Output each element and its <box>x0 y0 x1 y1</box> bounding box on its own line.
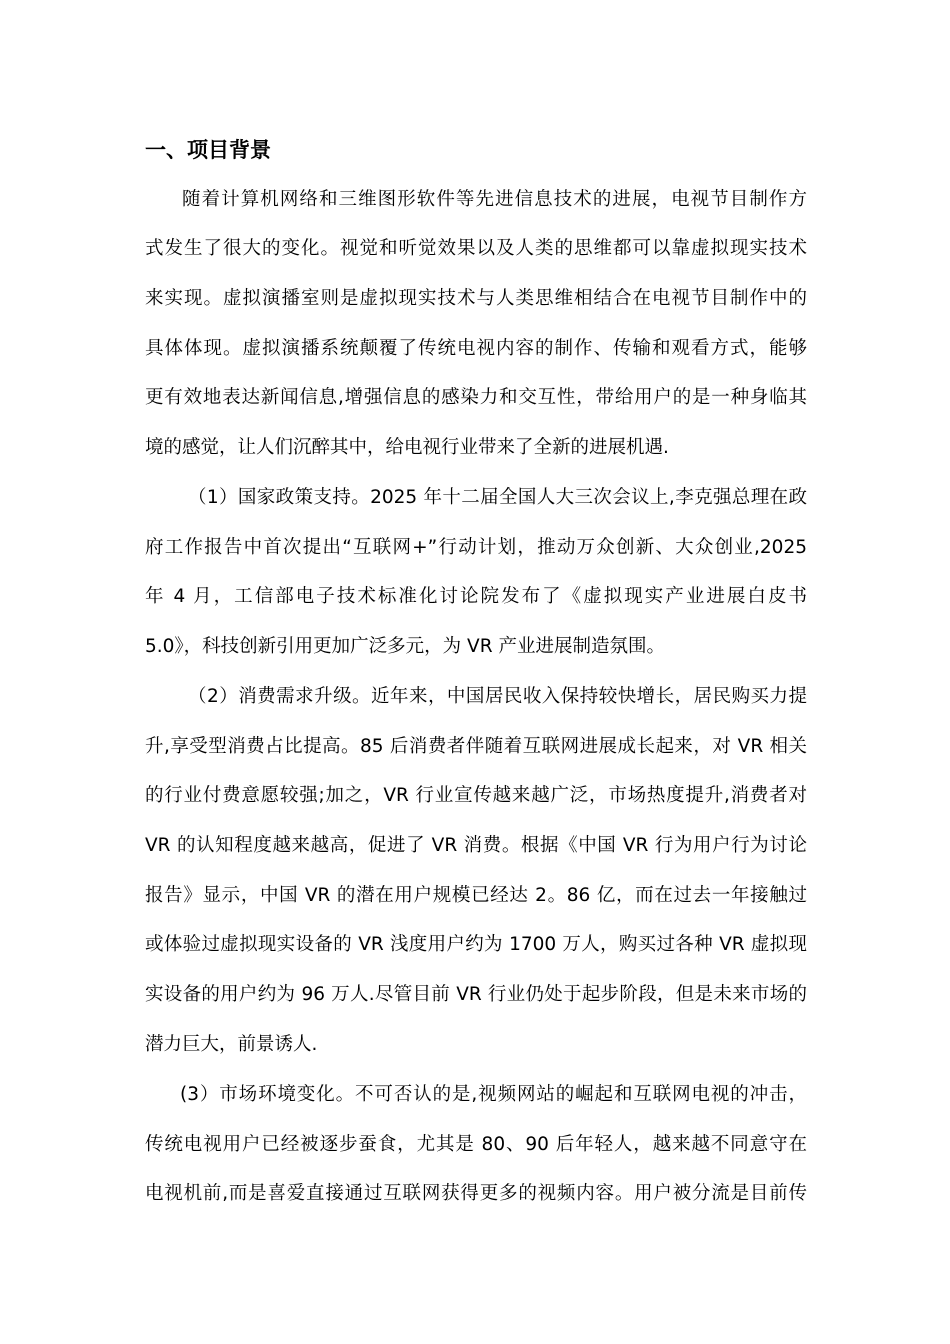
paragraph-1-line-3: 来实现。虚拟演播室则是虚拟现实技术与人类思维相结合在电视节目制作中的 <box>145 288 807 309</box>
paragraph-3-line-4: VR 的认知程度越来越高，促进了 VR 消费。根据《中国 VR 行为用户行为讨论 <box>145 835 807 856</box>
paragraph-2-line-3: 年 4 月，工信部电子技术标准化讨论院发布了《虚拟现实产业进展白皮书 <box>145 586 807 607</box>
section-heading: 一、项目背景 <box>145 138 271 162</box>
paragraph-3-line-3: 的行业付费意愿较强;加之，VR 行业宣传越来越广泛，市场热度提升,消费者对 <box>145 785 807 806</box>
paragraph-3-line-6: 或体验过虚拟现实设备的 VR 浅度用户约为 1700 万人，购买过各种 VR 虚拟现 <box>145 934 807 955</box>
paragraph-1-line-5: 更有效地表达新闻信息,增强信息的感染力和交互性，带给用户的是一种身临其 <box>145 387 807 408</box>
paragraph-2-line-4: 5.0》，科技创新引用更加广泛多元，为 VR 产业进展制造氛围。 <box>145 636 665 657</box>
paragraph-2-line-2: 府工作报告中首次提出“互联网+”行动计划，推动万众创新、大众创业,2025 <box>145 537 807 558</box>
paragraph-4-line-3: 电视机前,而是喜爱直接通过互联网获得更多的视频内容。用户被分流是目前传 <box>145 1183 807 1204</box>
paragraph-1-line-6: 境的感觉，让人们沉醉其中，给电视行业带来了全新的进展机遇. <box>145 437 669 458</box>
paragraph-3-line-5: 报告》显示，中国 VR 的潜在用户规模已经达 2。86 亿，而在过去一年接触过 <box>145 885 807 906</box>
paragraph-4-line-2: 传统电视用户已经被逐步蚕食，尤其是 80、90 后年轻人，越来越不同意守在 <box>145 1134 807 1155</box>
paragraph-1-line-1: 随着计算机网络和三维图形软件等先进信息技术的进展，电视节目制作方 <box>182 189 807 210</box>
paragraph-1-line-2: 式发生了很大的变化。视觉和听觉效果以及人类的思维都可以靠虚拟现实技术 <box>145 238 807 259</box>
paragraph-3-line-8: 潜力巨大，前景诱人. <box>145 1034 318 1055</box>
paragraph-1-line-4: 具体体现。虚拟演播系统颠覆了传统电视内容的制作、传输和观看方式，能够 <box>145 338 807 359</box>
paragraph-3-line-1: （2）消费需求升级。近年来，中国居民收入保持较快增长，居民购买力提 <box>188 686 807 707</box>
paragraph-4-line-1: (3）市场环境变化。不可否认的是,视频网站的崛起和互联网电视的冲击， <box>180 1084 807 1105</box>
paragraph-2-line-1: （1）国家政策支持。2025 年十二届全国人大三次会议上,李克强总理在政 <box>188 487 807 508</box>
paragraph-3-line-2: 升,享受型消费占比提高。85 后消费者伴随着互联网进展成长起来，对 VR 相关 <box>145 736 807 757</box>
paragraph-3-line-7: 实设备的用户约为 96 万人.尽管目前 VR 行业仍处于起步阶段，但是未来市场的 <box>145 984 807 1005</box>
